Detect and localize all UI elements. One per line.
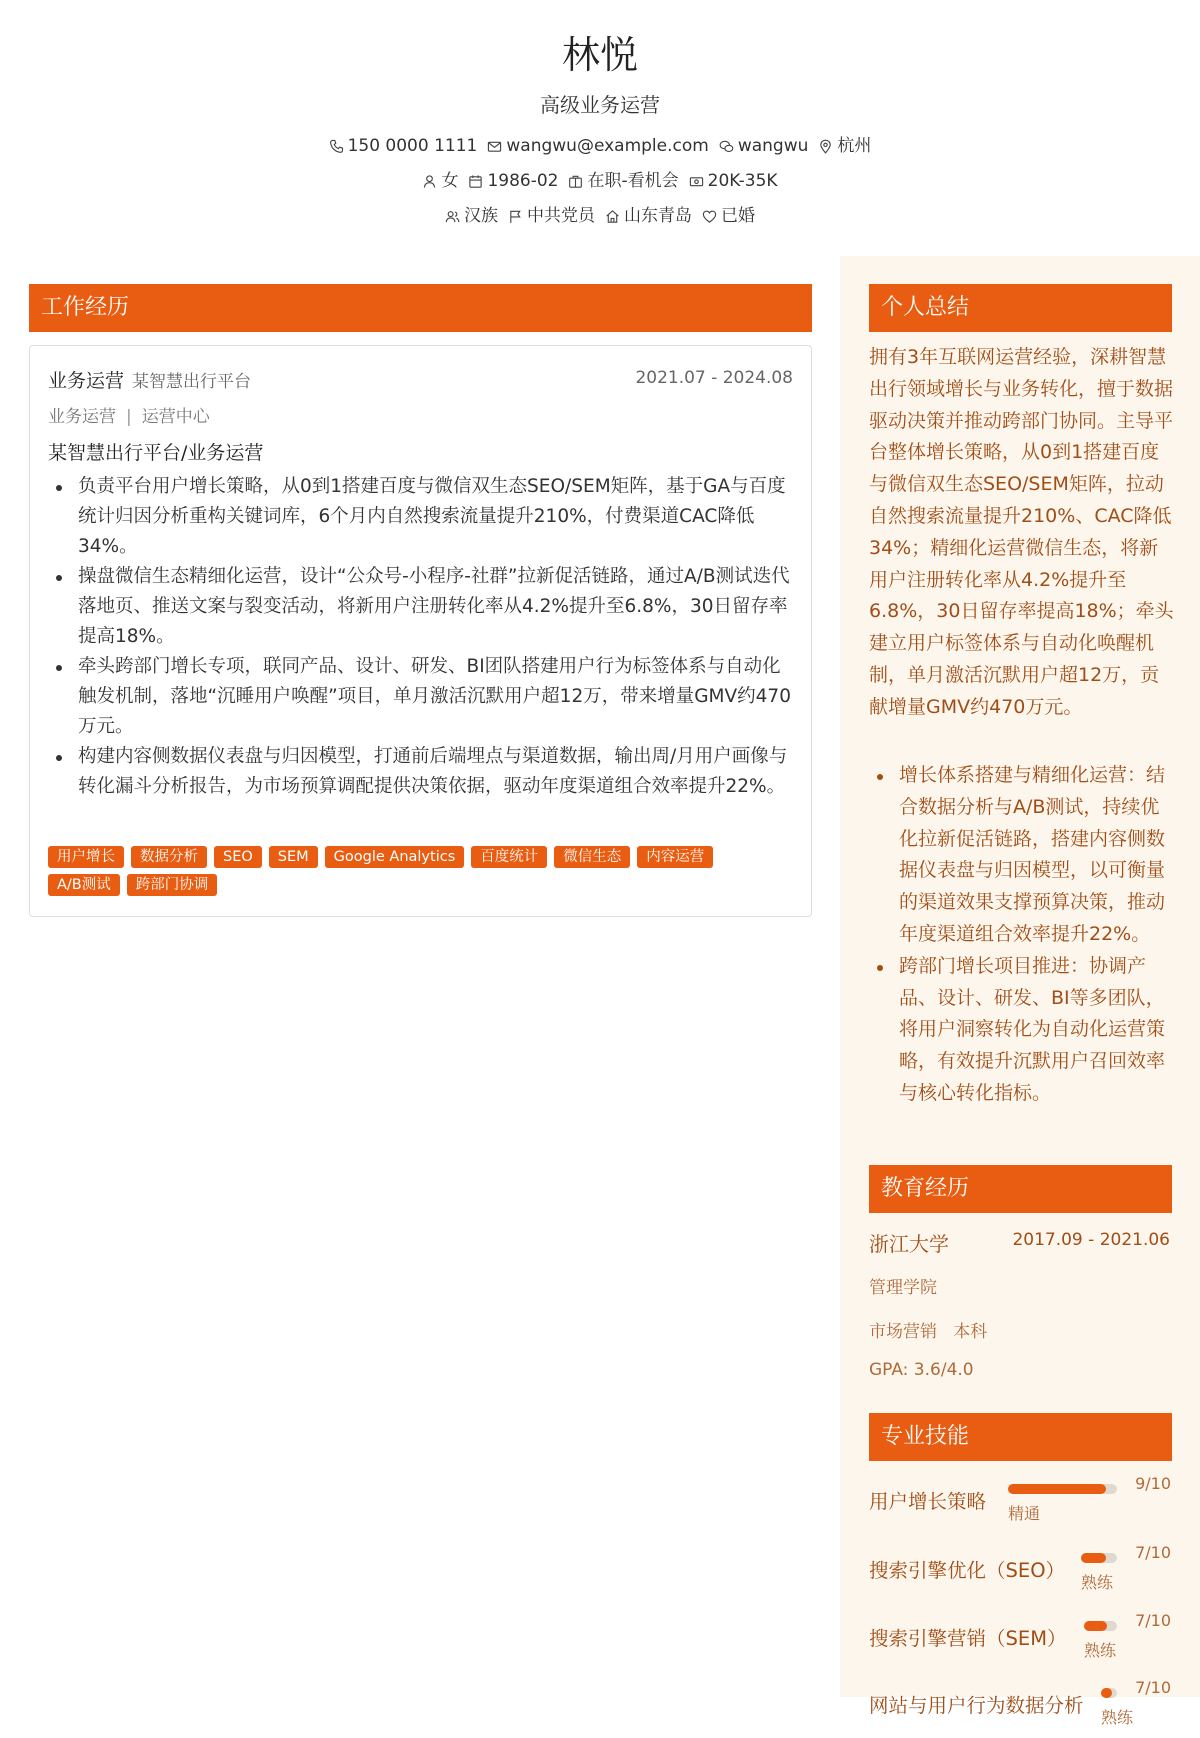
skill-tag: 百度统计 [471,846,547,868]
skill-level: 精通 [1008,1504,1041,1523]
hometown-item [605,203,692,229]
job-bullet: 操盘微信生态精细化运营，设计“公众号-小程序-社群”拉新促活链路，通过A/B测试迭代落地页、推送文案与裂变活动，将新用户注册转化率从4.2%提升至6.8%，30日留存率提高18%。 [48,562,793,652]
skill-bar-fill [1081,1553,1106,1563]
users-icon [445,209,460,224]
skill-row [869,1474,1171,1534]
skill-row [869,1543,1171,1603]
job-company: 某智慧出行平台 [132,372,252,392]
money-icon [689,174,704,189]
extra-row [0,203,1200,229]
skill-bar-fill [1101,1688,1112,1698]
college-name: 管理学院 [869,1278,937,1298]
skill-tags [48,846,768,896]
gender-text: 女 [441,171,459,191]
summary-bullet: 跨部门增长项目推进：协调产品、设计、研发、BI等多团队，将用户洞察转化为自动化运营策略，有效提升沉默用户召回效率与核心转化指标。 [869,951,1174,1110]
ethnicity-item [445,203,498,229]
ethnicity-text: 汉族 [464,206,498,226]
education-date: 2017.09 - 2021.06 [1012,1230,1170,1250]
briefcase-icon [568,174,583,189]
skill-score: 7/10 [1135,1543,1171,1562]
skill-bar [1084,1621,1117,1631]
skill-name: 搜索引擎营销（SEM） [869,1627,1067,1650]
skill-row [869,1611,1171,1671]
education-section-title: 教育经历 [869,1165,1172,1213]
mail-icon [487,139,502,154]
summary-bullet-list [869,760,1174,1110]
job-headline: 某智慧出行平台/业务运营 [48,442,264,464]
phone-item[interactable] [329,133,478,159]
email-item[interactable] [487,133,708,159]
skill-tag: Google Analytics [325,846,465,868]
status-text: 在职-看机会 [587,171,679,191]
skill-name: 用户增长策略 [869,1490,987,1513]
email-text: wangwu@example.com [506,136,709,156]
skill-tag: 用户增长 [48,846,124,868]
skill-tag: 跨部门协调 [127,874,218,896]
skill-score: 7/10 [1135,1678,1171,1697]
skill-tag: 微信生态 [554,846,630,868]
heart-icon [702,209,717,224]
user-icon [422,174,437,189]
salary-item [689,168,778,194]
skill-level: 熟练 [1084,1641,1117,1660]
phone-icon [329,139,344,154]
skill-score: 7/10 [1135,1611,1171,1630]
flag-icon [508,209,523,224]
work-experience-card [29,345,812,917]
skill-bar [1008,1484,1117,1494]
personal-row [0,168,1200,194]
gender-item [422,168,458,194]
location-item [818,133,871,159]
hometown-text: 山东青岛 [624,206,692,226]
work-section-title: 工作经历 [29,284,812,332]
job-department: 业务运营 [48,407,116,427]
skill-tag: 数据分析 [131,846,207,868]
job-bullet: 负责平台用户增长策略，从0到1搭建百度与微信双生态SEO/SEM矩阵，基于GA与百度统计归因分析重构关键词库，6个月内自然搜索流量提升210%，付费渠道CAC降低34%。 [48,472,793,562]
skill-tag: SEO [214,846,262,868]
phone-text: 150 0000 1111 [347,136,478,156]
job-bullet-list [48,472,793,802]
summary-section-title: 个人总结 [869,284,1172,332]
candidate-name: 林悦 [561,33,638,77]
skill-level: 熟练 [1081,1573,1114,1592]
skill-bar [1081,1553,1117,1563]
skill-level: 熟练 [1101,1708,1134,1727]
skill-name: 搜索引擎优化（SEO） [869,1559,1066,1582]
marital-text: 已婚 [721,206,755,226]
skill-tag: A/B测试 [48,874,120,896]
location-pin-icon [818,139,833,154]
politics-item [508,203,595,229]
job-bullet: 牵头跨部门增长专项，联同产品、设计、研发、BI团队搭建用户行为标签体系与自动化触发机制，落地“沉睡用户唤醒”项目，单月激活沉默用户超12万，带来增量GMV约470万元。 [48,652,793,742]
wechat-item[interactable] [719,133,809,159]
location-text: 杭州 [837,136,872,156]
wechat-icon [719,139,734,154]
salary-text: 20K-35K [707,171,778,191]
birth-item [468,168,558,194]
contact-row [0,133,1200,159]
job-date: 2021.07 - 2024.08 [635,368,793,388]
calendar-icon [468,174,483,189]
gpa: GPA: 3.6/4.0 [869,1360,974,1380]
home-icon [605,209,620,224]
summary-paragraph: 拥有3年互联网运营经验，深耕智慧出行领域增长与业务转化，擅于数据驱动决策并推动跨部门协同。主导平台整体增长策略，从0到1搭建百度与微信双生态SEO/SEM矩阵，拉动自然搜索流量提升210%、CAC降低34%；精细化运营微信生态，将新用户注册转化率从4.2%提升至6.8%，30日留存率提高18%；牵头建立用户标签体系与自动化唤醒机制，单月激活沉默用户超12万，贡献增量GMV约470万元。 [869,346,1174,718]
job-role: 业务运营 [48,370,125,392]
summary-bullet: 增长体系搭建与精细化运营：结合数据分析与A/B测试，持续优化拉新促活链路，搭建内容侧数据仪表盘与归因模型，以可衡量的渠道效果支撑预算决策，推动年度渠道组合效率提升22%。 [869,760,1174,951]
job-team: 运营中心 [141,407,210,427]
status-item [568,168,678,194]
separator: | [126,407,132,427]
job-title: 高级业务运营 [540,93,660,117]
skill-tag: 内容运营 [637,846,713,868]
birth-text: 1986-02 [487,171,559,191]
skill-bar [1101,1688,1117,1698]
skill-bar-fill [1084,1621,1107,1631]
skill-bar-fill [1008,1484,1106,1494]
skill-name: 网站与用户行为数据分析 [869,1694,1084,1717]
skills-section-title: 专业技能 [869,1413,1172,1461]
major-degree: 市场营销 本科 [869,1322,988,1342]
job-header [48,366,793,396]
wechat-text: wangwu [737,136,809,156]
school-name: 浙江大学 [869,1232,949,1256]
job-bullet: 构建内容侧数据仪表盘与归因模型，打通前后端埋点与渠道数据，输出周/月用户画像与转化漏斗分析报告，为市场预算调配提供决策依据，驱动年度渠道组合效率提升22%。 [48,742,793,802]
job-department-line [48,402,210,427]
politics-text: 中共党员 [527,206,595,226]
marital-item [702,203,755,229]
skill-row [869,1678,1171,1738]
skill-score: 9/10 [1135,1474,1171,1493]
skill-tag: SEM [269,846,318,868]
